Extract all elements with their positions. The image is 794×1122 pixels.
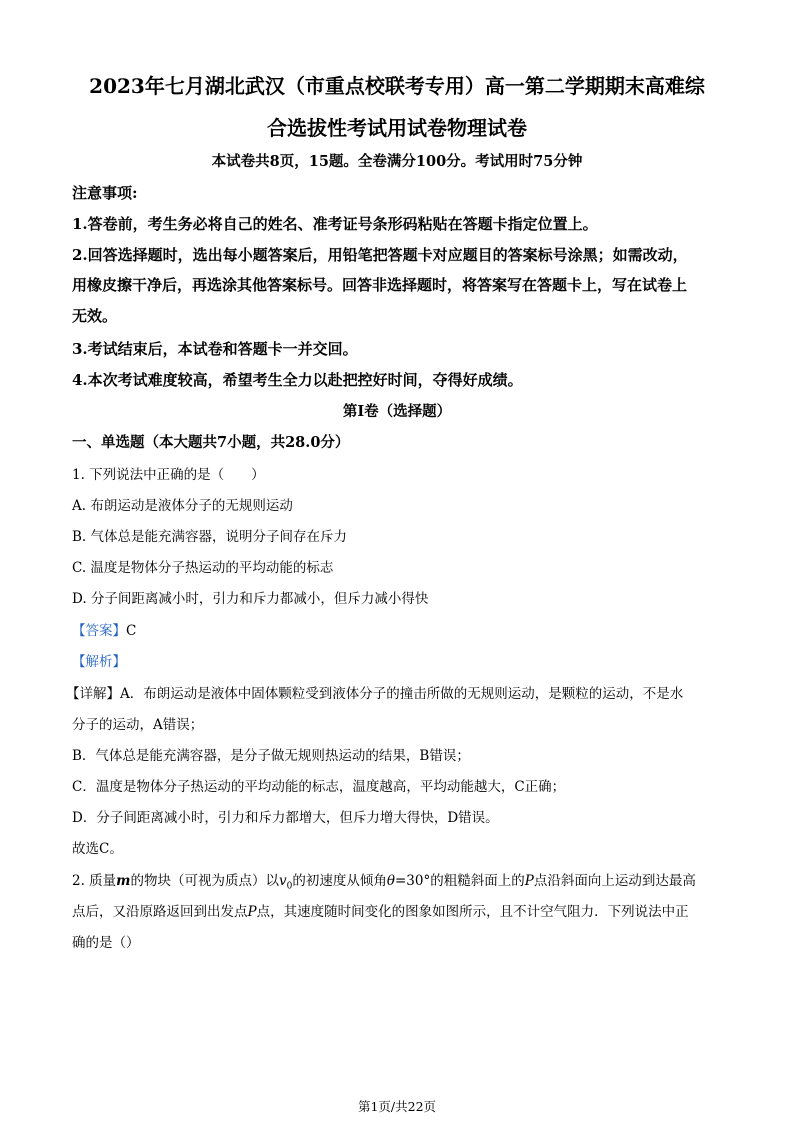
- q2-var-m: m: [116, 873, 131, 889]
- answer-tag: 【答案】: [72, 623, 126, 639]
- notice-item-1: 1.答卷前，考生务必将自己的姓名、准考证号条形码粘贴在答题卡指定位置上。: [72, 215, 598, 233]
- question-1-conclusion: 故选C。: [72, 841, 123, 857]
- q2-text: 的物块（可视为质点）以: [130, 873, 279, 889]
- q2-var-v: v: [278, 873, 287, 889]
- q2-text: 2. 质量: [72, 873, 117, 889]
- q2-text: =30°的粗糙斜面上的: [394, 873, 525, 889]
- question-2-stem-line-1: [72, 869, 732, 892]
- question-2-stem-line-3: 确的是（）: [72, 935, 140, 951]
- q2-text: 点，其速度随时间变化的图象如图所示，且不计空气阻力．下列说法中正: [256, 904, 689, 920]
- question-1-option-c: C. 温度是物体分子热运动的平均动能的标志: [72, 560, 334, 576]
- q2-var-p: P: [524, 873, 534, 889]
- exam-meta: 本试卷共8页，15题。全卷满分100分。考试用时75分钟: [211, 153, 583, 170]
- notice-item-2-line-3: 无效。: [72, 307, 118, 325]
- analysis-tag: 【解析】: [72, 654, 126, 670]
- question-2-stem-line-2: [72, 900, 732, 920]
- notice-item-2-line-1: 2.回答选择题时，选出每小题答案后，用铅笔把答题卡对应题目的答案标号涂黑；如需改动，: [72, 246, 688, 264]
- exam-title-line-1: 2023年七月湖北武汉（市重点校联考专用）高一第二学期期末高难综: [89, 74, 705, 98]
- question-1-detail-line-2: 分子的运动，A错误；: [72, 717, 204, 733]
- volume-heading: 第I卷（选择题）: [342, 403, 452, 420]
- q2-text: 的初速度从倾角: [292, 873, 387, 889]
- question-1-answer: [72, 619, 732, 639]
- question-1-stem: 1. 下列说法中正确的是（ ）: [72, 467, 265, 483]
- page-footer: 第1页/共22页: [357, 1099, 437, 1114]
- notice-item-4: 4.本次考试难度较高，希望考生全力以赴把控好时间，夺得好成绩。: [72, 371, 523, 389]
- q2-var-theta: θ: [386, 873, 395, 889]
- section-heading: 一、单选题（本大题共7小题，共28.0分）: [72, 434, 350, 451]
- detail-tag: 【详解】: [66, 686, 120, 702]
- question-1-option-b: B. 气体总是能充满容器，说明分子间存在斥力: [72, 529, 348, 545]
- q2-var-p: P: [247, 904, 257, 920]
- answer-value: C: [126, 623, 137, 639]
- detail-text: A．布朗运动是液体中固体颗粒受到液体分子的撞击所做的无规则运动，是颗粒的运动，不是水: [120, 686, 684, 702]
- question-1-analysis: [72, 650, 732, 670]
- question-1-detail-line-3: B．气体总是能充满容器，是分子做无规则热运动的结果，B错误；: [72, 748, 470, 764]
- question-1-detail-line-5: D．分子间距离减小时，引力和斥力都增大，但斥力增大得快，D错误。: [72, 810, 499, 826]
- q2-text: 点后，又沿原路返回到出发点: [72, 904, 248, 920]
- q2-sub: 0: [286, 881, 293, 892]
- exam-title-line-2: 合选拔性考试用试卷物理试卷: [267, 116, 527, 140]
- question-1-option-a: A. 布朗运动是液体分子的无规则运动: [72, 498, 293, 514]
- notice-heading: 注意事项:: [72, 184, 138, 202]
- notice-item-3: 3.考试结束后，本试卷和答题卡一并交回。: [72, 340, 358, 358]
- notice-item-2-line-2: 用橡皮擦干净后，再选涂其他答案标号。回答非选择题时，将答案写在答题卡上，写在试卷上: [72, 276, 688, 294]
- question-1-detail-line-4: C．温度是物体分子热运动的平均动能的标志，温度越高，平均动能越大，C正确；: [72, 779, 566, 795]
- q2-text: 点沿斜面向上运动到达最高: [533, 873, 696, 889]
- question-1-option-d: D. 分子间距离减小时，引力和斥力都减小，但斥力减小得快: [72, 591, 429, 607]
- question-1-detail-line-1: [66, 682, 726, 702]
